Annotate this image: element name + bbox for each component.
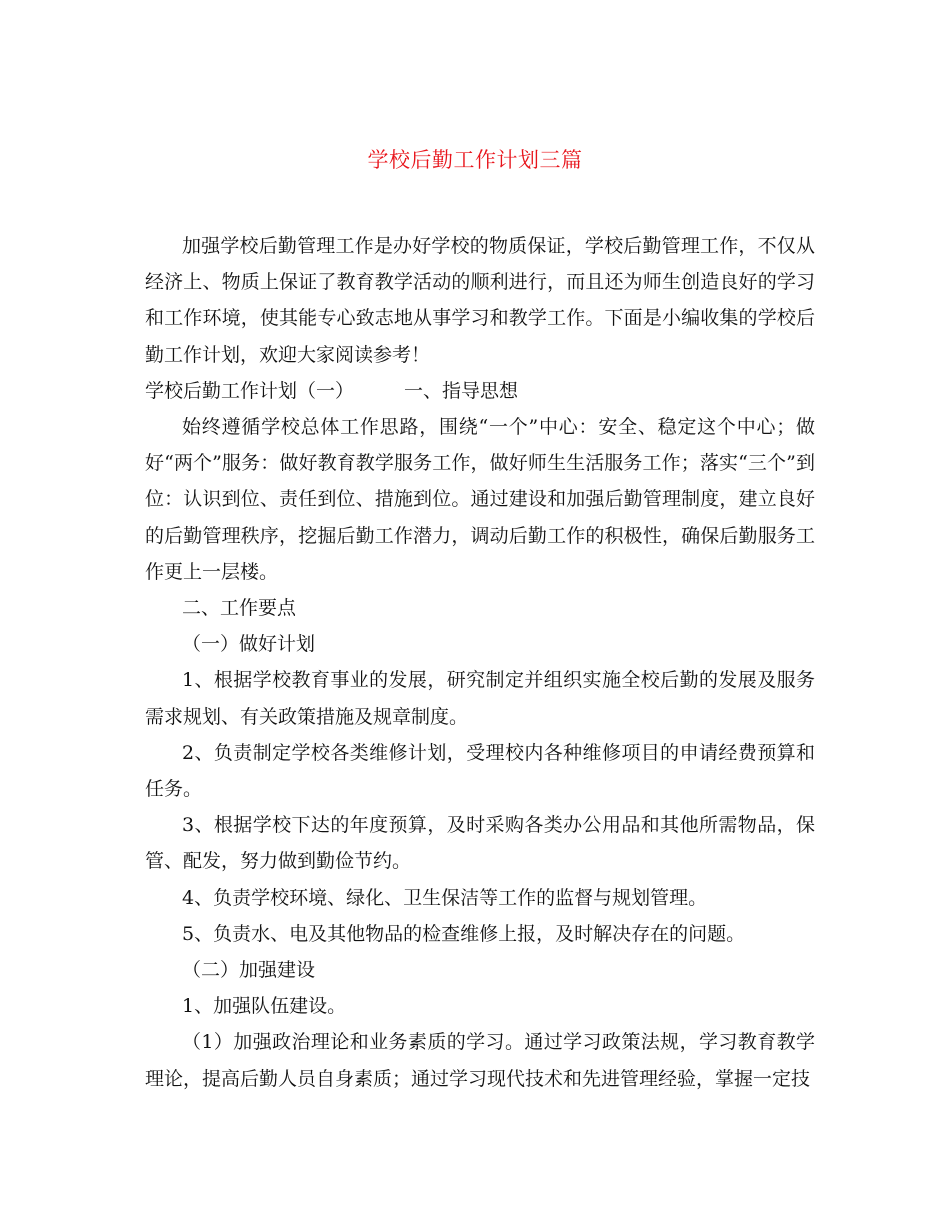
- intro-paragraph: 加强学校后勤管理工作是办好学校的物质保证，学校后勤管理工作，不仅从经济上、物质上保证了教育教学活动的顺利进行，而且还为师生创造良好的学习和工作环境，使其能专心致志地从事学习和教学工作。下面是小编收集的学校后勤工作计划，欢迎大家阅读参考！: [145, 235, 815, 366]
- part-heading-line: [145, 373, 815, 409]
- plan-item-3: 3、根据学校下达的年度预算，及时采购各类办公用品和其他所需物品，保管、配发，努力做到勤俭节约。: [145, 814, 815, 873]
- team-item: 1、加强队伍建设。: [182, 995, 347, 1018]
- sub1-heading: （一）做好计划: [182, 633, 316, 656]
- plan-item-5: 5、负责水、电及其他物品的检查维修上报，及时解决存在的问题。: [182, 922, 746, 945]
- document-body: [145, 228, 815, 1097]
- plan-item-1: 1、根据学校教育事业的发展，研究制定并组织实施全校后勤的发展及服务需求规划、有关政策措施及规章制度。: [145, 669, 815, 728]
- plan-item-4: 4、负责学校环境、绿化、卫生保洁等工作的监督与规划管理。: [182, 886, 708, 909]
- guiding-paragraph: 始终遵循学校总体工作思路，围绕“一个”中心：安全、稳定这个中心；做好“两个”服务：做好教育教学服务工作，做好师生生活服务工作；落实“三个”到位：认识到位、责任到位、措施到位。通过建设和加强后勤管理制度，建立良好的后勤管理秩序，挖掘后勤工作潜力，调动后勤工作的积极性，确保后勤服务工作更上一层楼。: [145, 416, 815, 583]
- part1-heading: 学校后勤工作计划（一）: [145, 379, 355, 402]
- document-title: 学校后勤工作计划三篇: [367, 148, 583, 172]
- sub2-heading: （二）加强建设: [182, 959, 316, 982]
- section1-heading: 一、指导思想: [404, 379, 519, 402]
- section2-heading: 二、工作要点: [182, 597, 297, 620]
- plan-item-2: 2、负责制定学校各类维修计划，受理校内各种维修项目的申请经费预算和任务。: [145, 741, 815, 801]
- team-sub-item: （1）加强政治理论和业务素质的学习。通过学习政策法规，学习教育教学理论，提高后勤人员自身素质；通过学习现代技术和先进管理经验，掌握一定技: [145, 1031, 815, 1090]
